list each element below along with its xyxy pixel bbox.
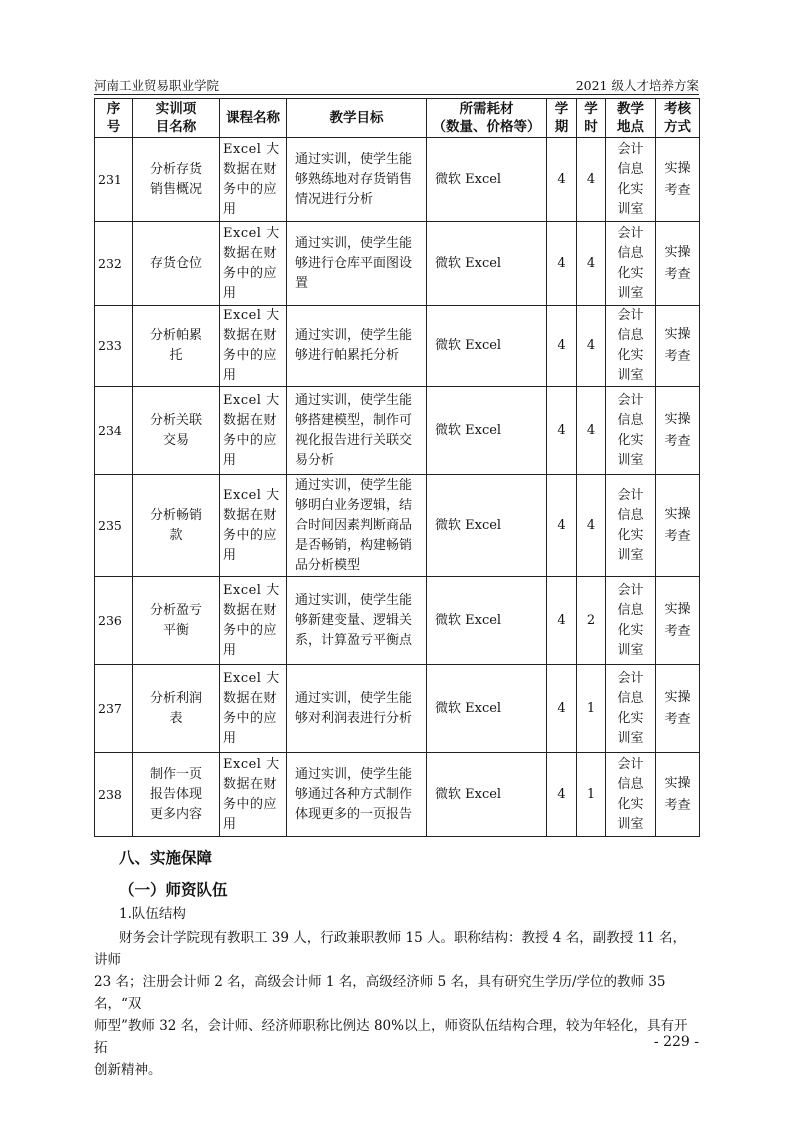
cell-line: 数据在财 xyxy=(223,690,278,706)
cell-location xyxy=(606,665,656,753)
header-doc-title: 2021 级人才培养方案 xyxy=(575,78,699,93)
cell-line: 表 xyxy=(169,710,183,726)
cell-line: 训室 xyxy=(617,642,644,658)
cell-location xyxy=(606,577,656,665)
cell-line: 实操 xyxy=(664,160,691,176)
cell-hours: 4 xyxy=(577,222,606,306)
cell-goal xyxy=(287,138,427,222)
cell-line: 考查 xyxy=(664,797,691,813)
cell-line: 考查 xyxy=(664,623,691,639)
table-header-row xyxy=(95,99,700,138)
cell-line: 会计 xyxy=(617,141,644,157)
cell-hours: 4 xyxy=(577,138,606,222)
column-header-line: 地点 xyxy=(617,119,644,135)
cell-line: 信息 xyxy=(617,776,644,792)
cell-line: 实操 xyxy=(664,601,691,617)
cell-course xyxy=(220,306,287,387)
cell-line: 托 xyxy=(169,348,183,363)
cell-line: 会计 xyxy=(617,582,644,598)
cell-hours: 1 xyxy=(577,665,606,753)
page-number: - 229 - xyxy=(653,1034,699,1050)
cell-line: 分析存货 xyxy=(149,161,202,177)
cell-line: 实操 xyxy=(664,775,691,791)
column-header-line: 序 xyxy=(106,101,121,117)
cell-goal xyxy=(287,306,427,387)
cell-line: 化实 xyxy=(617,265,644,281)
cell-materials: 微软 Excel xyxy=(427,222,547,306)
body-paragraph xyxy=(94,927,699,1081)
cell-term: 4 xyxy=(547,387,577,475)
cell-no: 235 xyxy=(95,475,133,577)
cell-line: 数据在财 xyxy=(223,161,278,177)
cell-line: 通过实训，使学生能 xyxy=(295,151,413,167)
column-header-line: 考核 xyxy=(664,101,691,117)
cell-line: 情况进行分析 xyxy=(295,191,374,207)
cell-line: 考查 xyxy=(664,528,691,544)
cell-line: Excel 大 xyxy=(223,487,280,503)
column-header-line: （数量、价格等） xyxy=(432,119,541,135)
cell-hours: 2 xyxy=(577,577,606,665)
cell-line: 更多内容 xyxy=(149,806,202,822)
table-row xyxy=(95,306,700,387)
table-row xyxy=(95,475,700,577)
cell-term: 4 xyxy=(547,306,577,387)
cell-line: 训室 xyxy=(617,816,644,832)
cell-term: 4 xyxy=(547,753,577,837)
cell-line: Excel 大 xyxy=(223,670,280,686)
cell-line: 制作一页 xyxy=(149,766,202,782)
cell-line: 用 xyxy=(223,285,237,301)
cell-line: 实操 xyxy=(664,411,691,427)
cell-line: 用 xyxy=(223,547,237,563)
cell-line: 化实 xyxy=(617,348,644,363)
cell-line: 务中的应 xyxy=(223,622,278,638)
table-row xyxy=(95,577,700,665)
cell-no: 237 xyxy=(95,665,133,753)
cell-line: 用 xyxy=(223,642,237,658)
table-row xyxy=(95,222,700,306)
cell-materials: 微软 Excel xyxy=(427,577,547,665)
cell-hours: 4 xyxy=(577,387,606,475)
cell-line: 信息 xyxy=(617,507,644,523)
cell-line: 系，计算盈亏平衡点 xyxy=(295,632,413,648)
column-header-line: 所需耗材 xyxy=(459,101,514,117)
table-row xyxy=(95,387,700,475)
cell-line: 分析盈亏 xyxy=(149,602,202,618)
cell-line: 够进行帕累托分析 xyxy=(295,348,400,363)
cell-line: 实操 xyxy=(664,244,691,260)
cell-method xyxy=(656,577,700,665)
cell-line: 训室 xyxy=(617,730,644,746)
cell-line: 通过实训，使学生能 xyxy=(295,766,413,782)
cell-line: 务中的应 xyxy=(223,432,278,448)
cell-line: Excel 大 xyxy=(223,756,280,772)
cell-line: 信息 xyxy=(617,602,644,618)
cell-line: 考查 xyxy=(664,711,691,727)
cell-line: 分析帕累 xyxy=(149,328,202,343)
header-school: 河南工业贸易职业学院 xyxy=(94,78,220,93)
cell-term: 4 xyxy=(547,665,577,753)
cell-line: 训室 xyxy=(617,547,644,563)
cell-line: 是否畅销，构建畅销 xyxy=(295,537,413,553)
cell-line: 化实 xyxy=(617,796,644,812)
cell-name xyxy=(133,665,220,753)
cell-name xyxy=(133,306,220,387)
column-header-line: 时 xyxy=(584,119,598,135)
cell-line: 务中的应 xyxy=(223,348,278,363)
cell-line: 训室 xyxy=(617,201,644,217)
cell-line: 考查 xyxy=(664,433,691,449)
cell-materials: 微软 Excel xyxy=(427,138,547,222)
table-row xyxy=(95,138,700,222)
cell-line: 数据在财 xyxy=(223,245,278,261)
cell-line: 训室 xyxy=(617,285,644,301)
cell-term: 4 xyxy=(547,138,577,222)
cell-line: 易分析 xyxy=(295,452,335,468)
cell-line: 会计 xyxy=(617,756,644,772)
cell-term: 4 xyxy=(547,577,577,665)
cell-line: Excel 大 xyxy=(223,225,280,241)
cell-method xyxy=(656,387,700,475)
cell-location xyxy=(606,475,656,577)
cell-course xyxy=(220,475,287,577)
cell-no: 232 xyxy=(95,222,133,306)
cell-line: 够进行仓库平面图设 xyxy=(295,255,413,271)
cell-line: 用 xyxy=(223,201,237,217)
cell-line: 务中的应 xyxy=(223,265,278,281)
paragraph-line: 财务会计学院现有教职工 39 人，行政兼职教师 15 人。职称结构：教授 4 名，副教授 11 名，讲师 xyxy=(94,930,686,968)
table-row xyxy=(95,753,700,837)
column-header-line: 期 xyxy=(554,119,569,135)
cell-line: 分析利润 xyxy=(149,690,202,706)
cell-no: 236 xyxy=(95,577,133,665)
cell-term: 4 xyxy=(547,222,577,306)
cell-name xyxy=(133,387,220,475)
cell-line: 会计 xyxy=(617,392,644,408)
cell-line: 信息 xyxy=(617,412,644,428)
cell-materials: 微软 Excel xyxy=(427,753,547,837)
cell-no: 233 xyxy=(95,306,133,387)
cell-materials: 微软 Excel xyxy=(427,665,547,753)
cell-name xyxy=(133,138,220,222)
cell-name xyxy=(133,475,220,577)
cell-no: 238 xyxy=(95,753,133,837)
cell-line: 交易 xyxy=(162,432,189,448)
cell-line: 化实 xyxy=(617,432,644,448)
cell-location xyxy=(606,306,656,387)
cell-line: 分析关联 xyxy=(149,412,202,428)
cell-line: 训室 xyxy=(617,452,644,468)
item-title: 1.队伍结构 xyxy=(119,906,186,922)
cell-goal xyxy=(287,475,427,577)
cell-line: 信息 xyxy=(617,690,644,706)
cell-line: 数据在财 xyxy=(223,776,278,792)
cell-line: 化实 xyxy=(617,527,644,543)
column-header-line: 学 xyxy=(584,101,598,117)
cell-line: 用 xyxy=(223,816,237,832)
cell-name xyxy=(133,222,220,306)
cell-method xyxy=(656,475,700,577)
cell-line: 务中的应 xyxy=(223,181,278,197)
cell-line: Excel 大 xyxy=(223,392,280,408)
cell-line: 化实 xyxy=(617,710,644,726)
cell-line: 平衡 xyxy=(162,622,189,638)
cell-line: 够对利润表进行分析 xyxy=(295,710,413,726)
cell-line: Excel 大 xyxy=(223,582,280,598)
cell-goal xyxy=(287,222,427,306)
cell-line: 用 xyxy=(223,452,237,468)
cell-method xyxy=(656,138,700,222)
cell-line: 报告体现 xyxy=(149,786,202,802)
cell-line: 通过实训，使学生能 xyxy=(295,477,413,493)
cell-line: 够搭建模型，制作可 xyxy=(295,412,413,428)
cell-materials: 微软 Excel xyxy=(427,387,547,475)
cell-course xyxy=(220,753,287,837)
cell-line: 会计 xyxy=(617,308,644,323)
column-header xyxy=(427,99,547,138)
cell-line: 化实 xyxy=(617,181,644,197)
cell-location xyxy=(606,753,656,837)
cell-line: 数据在财 xyxy=(223,507,278,523)
cell-line: 会计 xyxy=(617,487,644,503)
column-header-line: 方式 xyxy=(664,119,691,135)
cell-line: Excel 大 xyxy=(223,308,280,323)
cell-line: 体现更多的一页报告 xyxy=(295,806,413,822)
cell-line: 考查 xyxy=(664,266,691,282)
cell-line: 信息 xyxy=(617,328,644,343)
cell-method xyxy=(656,665,700,753)
cell-hours: 1 xyxy=(577,753,606,837)
cell-line: 训室 xyxy=(617,368,644,383)
cell-course xyxy=(220,138,287,222)
table-body xyxy=(95,138,700,837)
paragraph-line: 创新精神。 xyxy=(94,1062,162,1078)
cell-course xyxy=(220,665,287,753)
cell-line: 信息 xyxy=(617,245,644,261)
cell-line: 通过实训，使学生能 xyxy=(295,690,413,706)
cell-line: 视化报告进行关联交 xyxy=(295,432,413,448)
column-header-line: 教学目标 xyxy=(329,110,384,126)
column-header xyxy=(220,99,287,138)
cell-location xyxy=(606,387,656,475)
cell-course xyxy=(220,387,287,475)
cell-line: 务中的应 xyxy=(223,796,278,812)
cell-hours: 4 xyxy=(577,475,606,577)
cell-line: 够通过各种方式制作 xyxy=(295,786,413,802)
cell-method xyxy=(656,306,700,387)
cell-line: 数据在财 xyxy=(223,412,278,428)
section-title: 八、实施保障 xyxy=(119,849,213,867)
paragraph-line: 师型”教师 32 名，会计师、经济师职称比例达 80%以上，师资队伍结构合理，较为年轻化，具有开拓 xyxy=(94,1018,688,1056)
column-header-line: 号 xyxy=(106,119,121,135)
cell-line: 会计 xyxy=(617,225,644,241)
cell-line: 分析畅销 xyxy=(149,507,202,523)
cell-line: 实操 xyxy=(664,327,691,342)
cell-materials: 微软 Excel xyxy=(427,306,547,387)
subsection-title: （一）师资队伍 xyxy=(119,881,228,899)
cell-line: 信息 xyxy=(617,161,644,177)
column-header xyxy=(656,99,700,138)
cell-line: 够新建变量、逻辑关 xyxy=(295,612,413,628)
cell-line: 销售概况 xyxy=(149,181,202,197)
cell-line: 务中的应 xyxy=(223,527,278,543)
cell-goal xyxy=(287,753,427,837)
paragraph-line: 23 名；注册会计师 2 名，高级会计师 1 名，高级经济师 5 名，具有研究生学历/学位的教师 35 名，“双 xyxy=(94,974,666,1012)
cell-line: 通过实训，使学生能 xyxy=(295,328,413,343)
cell-name xyxy=(133,753,220,837)
cell-name xyxy=(133,577,220,665)
cell-line: 通过实训，使学生能 xyxy=(295,392,413,408)
cell-line: 品分析模型 xyxy=(295,557,361,573)
cell-line: 用 xyxy=(223,730,237,746)
page-header xyxy=(94,76,699,95)
cell-hours: 4 xyxy=(577,306,606,387)
cell-term: 4 xyxy=(547,475,577,577)
cell-line: 通过实训，使学生能 xyxy=(295,592,413,608)
cell-goal xyxy=(287,387,427,475)
cell-goal xyxy=(287,577,427,665)
cell-course xyxy=(220,222,287,306)
table-row xyxy=(95,665,700,753)
cell-line: 用 xyxy=(223,368,237,383)
cell-line: 实操 xyxy=(664,506,691,522)
column-header-line: 学 xyxy=(554,101,569,117)
column-header-line: 课程名称 xyxy=(226,110,280,126)
cell-line: 存货仓位 xyxy=(149,255,202,271)
cell-line: 化实 xyxy=(617,622,644,638)
cell-location xyxy=(606,138,656,222)
column-header-line: 目名称 xyxy=(155,119,197,135)
cell-line: 置 xyxy=(295,275,309,291)
cell-line: 实操 xyxy=(664,689,691,705)
column-header xyxy=(95,99,133,138)
cell-no: 231 xyxy=(95,138,133,222)
column-header xyxy=(606,99,656,138)
cell-goal xyxy=(287,665,427,753)
column-header xyxy=(577,99,606,138)
column-header xyxy=(133,99,220,138)
cell-line: 考查 xyxy=(664,349,691,364)
cell-course xyxy=(220,577,287,665)
cell-line: 会计 xyxy=(617,670,644,686)
column-header xyxy=(287,99,427,138)
cell-line: 数据在财 xyxy=(223,602,278,618)
column-header xyxy=(547,99,577,138)
cell-line: 数据在财 xyxy=(223,328,278,343)
column-header-line: 实训项 xyxy=(155,101,197,117)
cell-location xyxy=(606,222,656,306)
cell-line: 款 xyxy=(169,527,183,543)
cell-materials: 微软 Excel xyxy=(427,475,547,577)
cell-line: 够熟练地对存货销售 xyxy=(295,171,413,187)
column-header-line: 教学 xyxy=(617,101,644,117)
training-table xyxy=(94,98,700,837)
cell-line: 合时间因素判断商品 xyxy=(295,517,413,533)
cell-method xyxy=(656,753,700,837)
cell-method xyxy=(656,222,700,306)
cell-line: 通过实训，使学生能 xyxy=(295,235,413,251)
cell-line: 务中的应 xyxy=(223,710,278,726)
cell-line: 够明白业务逻辑，结 xyxy=(295,497,413,513)
cell-line: 考查 xyxy=(664,182,691,198)
cell-line: Excel 大 xyxy=(223,141,280,157)
cell-no: 234 xyxy=(95,387,133,475)
